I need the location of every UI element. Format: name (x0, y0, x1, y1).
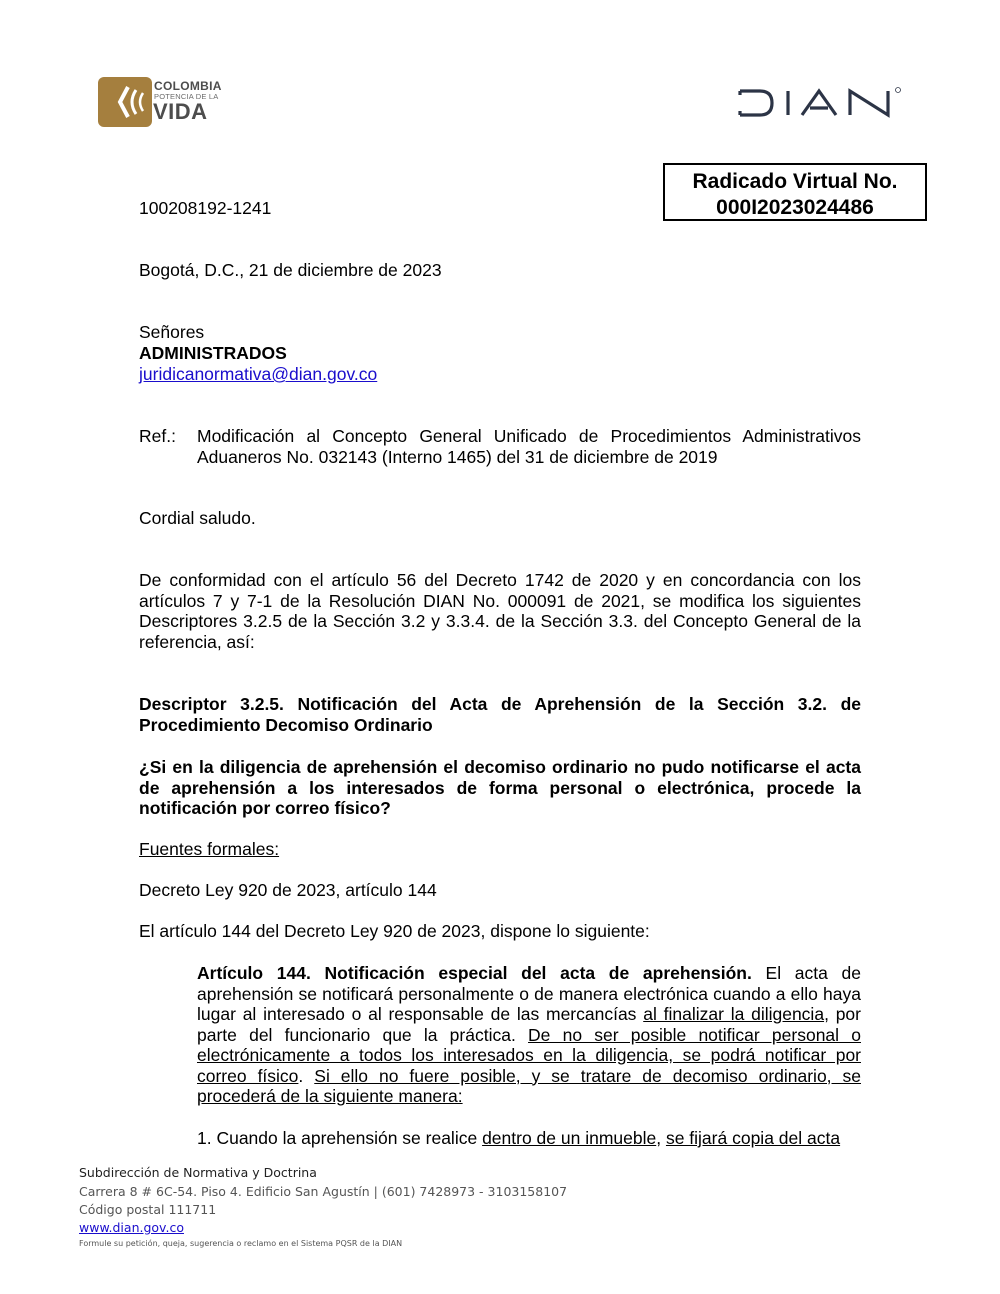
article-text-2: , por parte del funcionario que la práctica. (197, 1004, 861, 1045)
sources-heading (139, 839, 279, 860)
article-item-1 (197, 1128, 861, 1149)
article-144-quote (197, 963, 861, 1107)
place-date: Bogotá, D.C., 21 de diciembre de 2023 (139, 260, 442, 280)
sources-heading-text: Fuentes formales: (139, 839, 280, 859)
source-1: Decreto Ley 920 de 2023, artículo 144 (139, 880, 437, 900)
article-underline-3: Si ello no fuere posible, y se tratare de decomiso ordinario, se procederá de la siguiente manera: (197, 1065, 861, 1106)
radicado-label: Radicado Virtual No. (692, 170, 898, 193)
salutation-line: Señores (139, 322, 205, 342)
article-text-3: . (298, 1065, 315, 1086)
dian-logo (738, 86, 903, 120)
article-title: Artículo 144. Notificación especial del acta de aprehensión. (197, 963, 752, 983)
ref-text: Modificación al Concepto General Unificado de Procedimientos Administrativos Aduaneros No. 032143 (Interno 1465) del 31 de diciembre de 2019 (197, 426, 861, 467)
article-intro: El artículo 144 del Decreto Ley 920 de 2023, dispone lo siguiente: (139, 921, 650, 941)
recipient-email-link[interactable]: juridicanormativa@dian.gov.co (139, 364, 378, 384)
colombia-potencia-de-la-vida-logo (98, 77, 230, 127)
greeting: Cordial saludo. (139, 508, 256, 528)
article-underline-1: al finalizar la diligencia (643, 1004, 825, 1024)
ref-label: Ref.: (139, 426, 176, 446)
descriptor-title: Descriptor 3.2.5. Notificación del Acta de Aprehensión de la Sección 3.2. de Procedimiento Decomiso Ordinario (139, 694, 861, 735)
footer-address: Carrera 8 # 6C-54. Piso 4. Edificio San Agustín | (601) 7428973 - 3103158107 (79, 1184, 568, 1199)
radicado-virtual-box (663, 163, 927, 221)
logo-text-colombia: COLOMBIA (154, 79, 222, 93)
footer-office: Subdirección de Normativa y Doctrina (79, 1165, 317, 1180)
recipient: ADMINISTRADOS (139, 343, 287, 363)
footer-pqsr-note: Formule su petición, queja, sugerencia o reclamo en el Sistema PQSR de la DIAN (79, 1239, 403, 1248)
article-underline-2: De no ser posible notificar personal o electrónicamente a todos los interesados en la diligencia, se podrá notificar por correo físico (197, 1024, 861, 1086)
item-underline-2: se fijará copia del acta (665, 1128, 841, 1148)
item-underline-1: dentro de un inmueble (482, 1128, 657, 1148)
colombia-logo-mark-icon (98, 77, 152, 127)
item-text-1: 1. Cuando la aprehensión se realice (197, 1128, 483, 1148)
intro-paragraph: De conformidad con el artículo 56 del Decreto 1742 de 2020 y en concordancia con los artículos 7 y 7-1 de la Resolución DIAN No. 000091 de 2021, se modifica los siguientes Descriptores 3.2.5 de la Sección 3.2 y 3.3.4. de la Sección 3.3. del Concepto General de la referencia, así: (139, 570, 861, 652)
footer-postal: Código postal 111711 (79, 1202, 217, 1217)
item-text-2: , (656, 1128, 666, 1148)
radicado-number: 000I2023024486 (716, 196, 874, 219)
logo-text-potencia: POTENCIA DE LA (154, 92, 219, 101)
logo-text-vida: VIDA (153, 99, 208, 124)
question: ¿Si en la diligencia de aprehensión el decomiso ordinario no pudo notificarse el acta de aprehensión a los interesados de forma personal o electrónica, procede la notificación por correo físico? (139, 757, 861, 818)
footer-website-link[interactable]: www.dian.gov.co (79, 1220, 184, 1235)
article-text-1: El acta de aprehensión se notificará personalmente o de manera electrónica cuando a ello haya lugar al interesado o al responsable de las mercancías (197, 963, 861, 1024)
dian-wordmark-icon (738, 86, 903, 120)
document-number: 100208192-1241 (139, 198, 272, 218)
